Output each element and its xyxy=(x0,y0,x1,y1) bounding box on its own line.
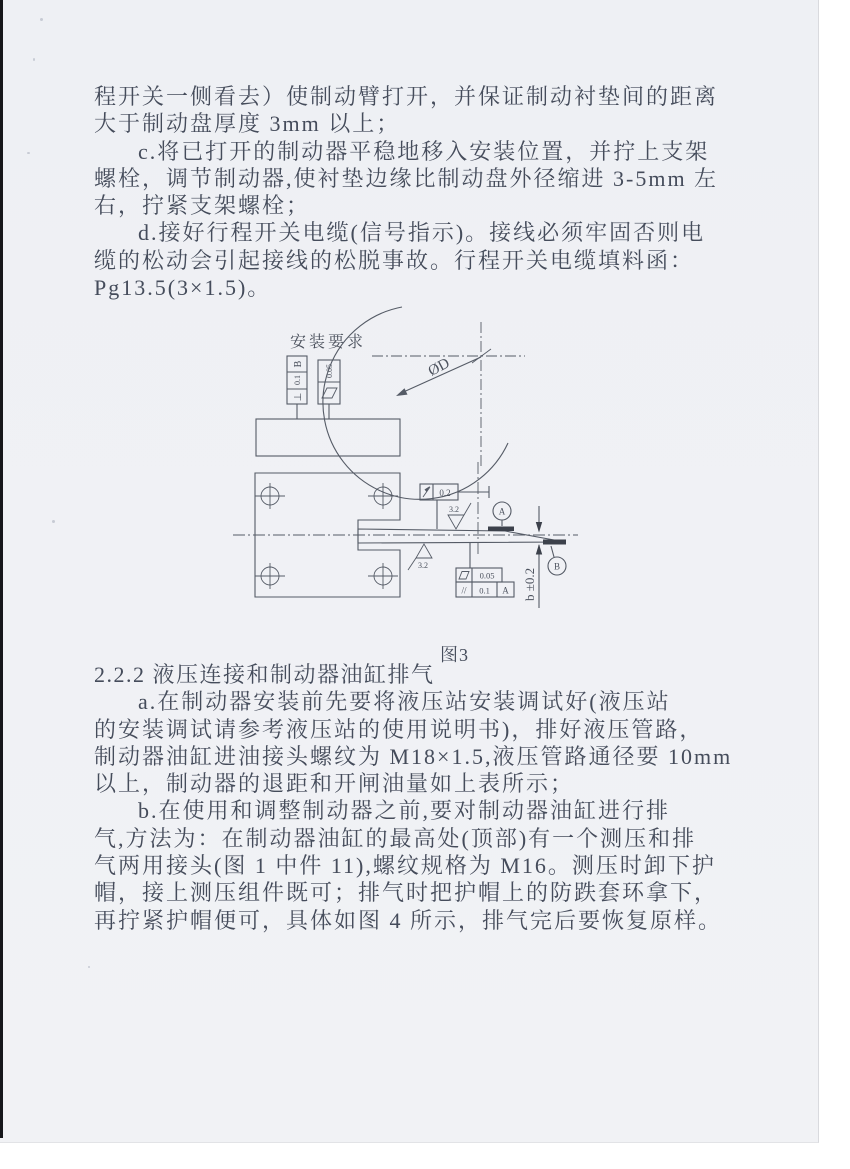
text-line: 右，拧紧支架螺栓； xyxy=(94,193,311,219)
flatness-symbol-shape xyxy=(459,572,469,580)
text-line: 大于制动盘厚度 3mm 以上； xyxy=(94,111,401,137)
datum-a-label: A xyxy=(498,506,506,517)
text-line: b.在使用和调整制动器之前,要对制动器油缸进行排 xyxy=(138,798,671,824)
datum-b-callout xyxy=(548,546,566,575)
paragraph-top xyxy=(94,83,784,301)
roughness-value-text: 3.2 xyxy=(449,505,459,514)
text-line: d.接好行程开关电缆(信号指示)。接线必须牢固否则电 xyxy=(138,220,706,246)
stacked-tolerance-frame xyxy=(456,543,514,597)
text-line: 螺栓，调节制动器,使衬垫边缘比制动盘外径缩进 3-5mm 左 xyxy=(94,165,719,191)
figure-3-technical-drawing xyxy=(230,300,650,645)
text-line: 缆的松动会引起接线的松脱事故。行程开关电缆填料函： xyxy=(94,247,695,273)
diameter-label: ØD xyxy=(425,355,453,380)
text-line: 气,方法为：在制动器油缸的最高处(顶部)有一个测压和排 xyxy=(94,825,697,851)
surface-roughness-upper xyxy=(448,503,471,529)
arrowhead xyxy=(396,388,408,396)
arrowhead xyxy=(536,522,542,533)
text-line: Pg13.5(3×1.5)。 xyxy=(94,275,272,301)
diameter-dimension xyxy=(396,355,481,396)
install-requirement-label: 安装要求 xyxy=(290,334,367,351)
scan-speck xyxy=(40,18,43,21)
datum-a-callout xyxy=(493,502,511,526)
scan-speck xyxy=(27,152,30,154)
surface-roughness-lower xyxy=(408,544,432,570)
text-line: 帽，接上测压组件既可；排气时把护帽上的防跌套环拿下， xyxy=(94,880,719,906)
bolt-holes xyxy=(255,483,398,589)
tolerance-value-text: 0.2 xyxy=(439,488,451,498)
tolerance-value-text: 0.05 xyxy=(479,570,495,581)
text-line: 程开关一侧看去）使制动臂打开，并保证制动衬垫间的距离 xyxy=(94,84,719,109)
perpendicularity-symbol: ⊥ xyxy=(293,392,304,402)
scan-speck xyxy=(88,966,90,968)
text-line: c.将已打开的制动器平稳地移入安装位置，并拧上支架 xyxy=(138,138,710,164)
thickness-dim-text: b ±0.2 xyxy=(522,567,537,601)
tolerance-value-text: 0.1 xyxy=(479,585,490,596)
section-heading: 2.2.2 液压连接和制动器油缸排气 xyxy=(94,662,435,687)
arrowhead xyxy=(536,544,542,555)
text-line: 再拧紧护帽便可，具体如图 4 所示，排气完后要恢复原样。 xyxy=(94,907,723,933)
datum-b-label: B xyxy=(553,561,561,572)
text-line: 气两用接头(图 1 中件 11),螺纹规格为 M16。测压时卸下护 xyxy=(94,853,716,879)
datum-ref-text: A xyxy=(502,585,509,596)
text-line: 制动器油缸进油接头螺纹为 M18×1.5,液压管路通径要 10mm xyxy=(94,743,733,769)
text-line: 以上，制动器的退距和开闸油量如上表所示； xyxy=(94,771,575,797)
scan-speck xyxy=(52,520,55,523)
roughness-value-text: 3.2 xyxy=(418,561,428,570)
datum-b-target xyxy=(543,540,566,545)
tolerance-value-text: 0.05 xyxy=(325,364,334,378)
scan-edge-shadow xyxy=(0,0,3,1138)
tolerance-value-text: 0.1 xyxy=(293,375,302,385)
text-line: 的安装调试请参考液压站的使用说明书)，排好液压管路， xyxy=(94,716,704,742)
figure-caption: 图3 xyxy=(440,645,469,665)
datum-a-target xyxy=(488,527,514,532)
perpendicularity-tolerance-frame xyxy=(287,356,307,419)
brake-disc-edge xyxy=(358,527,566,545)
scan-speck xyxy=(33,58,35,61)
parallelism-symbol: // xyxy=(461,585,467,596)
text-line: a.在制动器安装前先要将液压站安装调试好(液压站 xyxy=(138,689,671,715)
datum-ref-text: B xyxy=(293,360,304,368)
thickness-dimension xyxy=(522,506,542,608)
mounting-beam xyxy=(256,419,400,456)
section-2-2-2 xyxy=(94,661,784,934)
